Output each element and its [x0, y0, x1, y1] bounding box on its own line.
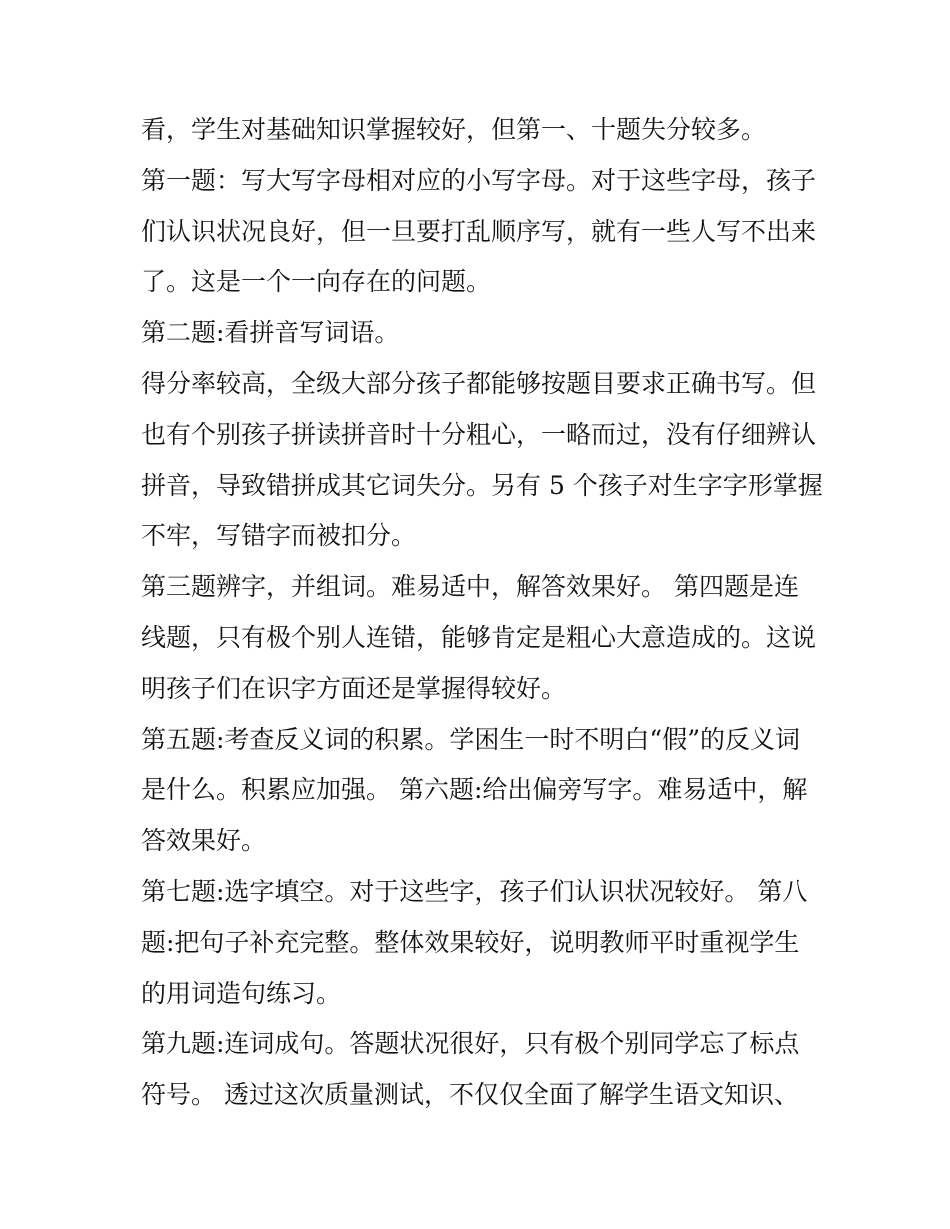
- text-line: 是什么。积累应加强。 第六题:给出偏旁写字。难易适中，解: [141, 775, 808, 805]
- text-line: 看，学生对基础知识掌握较好，但第一、十题失分较多。: [141, 115, 767, 144]
- text-line: 的用词造句练习。: [141, 978, 342, 1008]
- text-line: 第七题:选字填空。对于这些字，孩子们认识状况较好。 第八: [141, 876, 808, 906]
- text-line: 线题，只有极个别人连错，能够肯定是粗心大意造成的。这说: [141, 622, 817, 652]
- text-line: 第三题辨字，并组词。难易适中，解答效果好。 第四题是连: [141, 572, 799, 602]
- text-line: 也有个别孩子拼读拼音时十分粗心，一略而过，没有仔细辨认: [141, 419, 817, 449]
- text-line: 符号。 透过这次质量测试，不仅仅全面了解学生语文知识、: [141, 1080, 799, 1110]
- text-line: 第九题:连词成句。答题状况很好，只有极个别同学忘了标点: [141, 1029, 800, 1059]
- document-body: [141, 105, 821, 1121]
- text-line: 得分率较高，全级大部分孩子都能够按题目要求正确书写。但: [141, 368, 817, 398]
- text-line: 了。这是一个一向存在的问题。: [141, 267, 492, 297]
- text-line: 明孩子们在识字方面还是掌握得较好。: [141, 673, 567, 703]
- text-line: 第二题:看拼音写词语。: [141, 318, 400, 348]
- text-line: 不牢，写错字而被扣分。: [141, 521, 417, 551]
- text-line: 们认识状况良好，但一旦要打乱顺序写，就有一些人写不出来: [141, 216, 817, 246]
- text-line: 题:把句子补充完整。整体效果较好，说明教师平时重视学生: [141, 927, 800, 957]
- text-line: 第一题：写大写字母相对应的小写字母。对于这些字母，孩子: [141, 165, 817, 195]
- text-line: 第五题:考查反义词的积累。学困生一时不明白“假”的反义词: [141, 724, 800, 754]
- text-line: 拼音，导致错拼成其它词失分。另有 5 个孩子对生字字形掌握: [141, 470, 823, 500]
- text-line: 答效果好。: [141, 826, 267, 856]
